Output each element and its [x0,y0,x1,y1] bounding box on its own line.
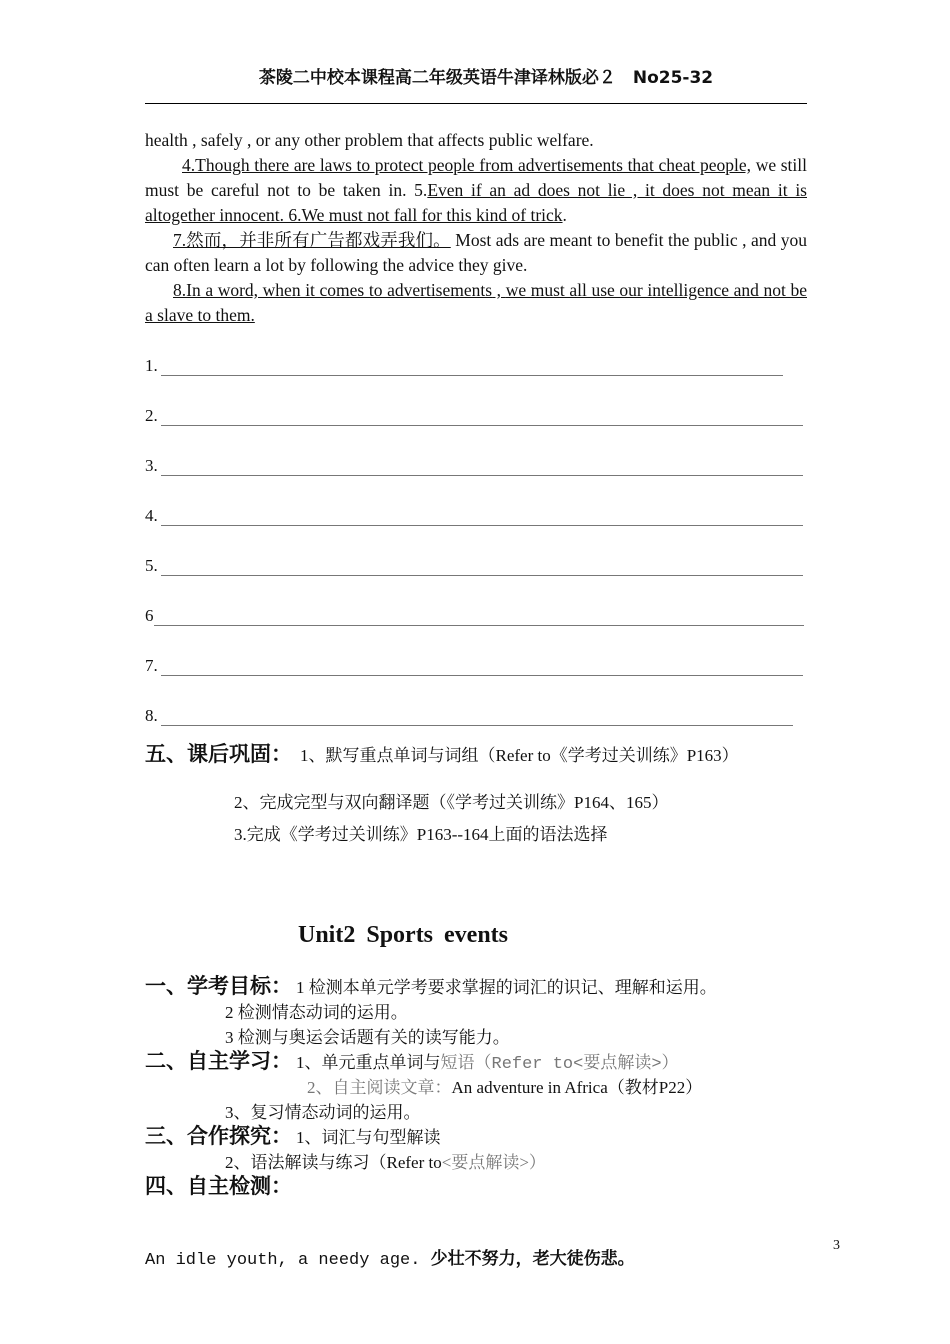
passage-paragraph-4-6 [145,153,807,228]
self-test-heading: 四、自主检测： [145,1174,292,1198]
page-number: 3 [833,1238,840,1253]
blank-number: 3. [145,456,158,475]
self-study-item-1b: 短语（Refer to<要点解读>） [440,1055,679,1074]
answer-blank-3[interactable] [145,456,803,476]
section-5-item-3: 3.完成《学考过关训练》P163--164上面的语法选择 [234,825,608,844]
blank-number: 1. [145,356,158,375]
answer-blank-4[interactable] [145,506,803,526]
self-study-item-2b: An adventure in Africa（教材P22） [451,1078,703,1097]
cooperate-item-2a: 2、语法解读与练习（Refer to [225,1153,442,1172]
sentence-8a: 8.In a word, when it comes to advertisements [173,280,493,300]
sentence-8-comma: , [492,280,506,300]
self-study-item-3: 3、复习情态动词的运用。 [225,1103,421,1122]
blank-line[interactable] [161,559,803,576]
self-study-item-2a: 2、自主阅读文章： [307,1078,452,1097]
unit-title: Unit2 Sports events [298,922,509,948]
blank-number: 6 [145,606,154,625]
answer-blank-1[interactable] [145,356,783,376]
blank-line[interactable] [161,409,803,426]
blank-number: 2. [145,406,158,425]
self-study-heading: 二、自主学习： [145,1049,292,1073]
sentence-7: 7.然而，并非所有广告都戏弄我们。 [173,230,451,250]
section-goals [145,970,717,1000]
section-cooperate [145,1120,441,1150]
passage-line-1 [145,128,807,153]
section-5-item-1: 1、默写重点单词与词组（Refer to《学考过关训练》P163） [300,746,739,765]
goal-2: 2 检测情态动词的运用。 [225,1003,408,1022]
goals-heading: 一、学考目标： [145,974,292,998]
blank-line[interactable] [161,459,803,476]
section-self-study [145,1045,679,1075]
self-study-item-2 [307,1073,702,1098]
header-title: 茶陵二中校本课程高二年级英语牛津译林版必２ No25-32 [258,68,714,88]
answer-blank-6[interactable] [145,606,804,626]
answer-blank-2[interactable] [145,406,803,426]
section-5-item-2: 2、完成完型与双向翻译题（《学考过关训练》P164、165） [234,793,669,812]
passage-text: health , safely , or any other problem that affects public welfare. [145,130,594,150]
blank-number: 7. [145,656,158,675]
cooperate-heading: 三、合作探究： [145,1124,292,1148]
sentence-4: 4.Though there are laws to protect people from advertisements that cheat people, [182,155,752,175]
sentence-4-cont: we still must be careful not to be taken in. 5. [145,155,807,200]
blank-line[interactable] [161,709,793,726]
blank-line[interactable] [161,659,803,676]
blank-line[interactable] [154,609,804,626]
blank-number: 8. [145,706,158,725]
cooperate-item-1: 1、词汇与句型解读 [296,1128,441,1147]
passage-paragraph-7 [145,228,807,278]
answer-blank-7[interactable] [145,656,803,676]
answer-blank-5[interactable] [145,556,803,576]
cooperate-item-2b: <要点解读>） [441,1153,546,1172]
passage-paragraph-8 [145,278,807,328]
sentence-8b: we must all use our intelligence and not be a slave to them. [145,280,807,325]
answer-blank-8[interactable] [145,706,793,726]
page-header [145,66,807,104]
sentence-7-cont: Most ads are meant to benefit the public , and you can often learn a lot by following the advice they give. [145,230,807,275]
blank-number: 4. [145,506,158,525]
blank-line[interactable] [161,509,803,526]
proverb-english: An idle youth, a needy age. [145,1251,431,1270]
blank-line[interactable] [161,359,783,376]
blank-number: 5. [145,556,158,575]
proverb-chinese: 少壮不努力，老大徒伤悲。 [430,1249,635,1269]
section-5-heading: 五、课后巩固： [145,742,292,766]
self-study-item-1a: 1、单元重点单词与 [296,1053,441,1072]
goal-3: 3 检测与奥运会话题有关的读写能力。 [225,1028,510,1047]
sentence-5-6: Even if an ad does not lie , it does not mean it is altogether innocent. 6.We must not fall for this kind of trick [145,180,807,225]
footer-proverb [145,1244,635,1270]
period: . [562,205,567,225]
section-5 [145,738,739,768]
goal-1: 1 检测本单元学考要求掌握的词汇的识记、理解和运用。 [296,978,717,997]
